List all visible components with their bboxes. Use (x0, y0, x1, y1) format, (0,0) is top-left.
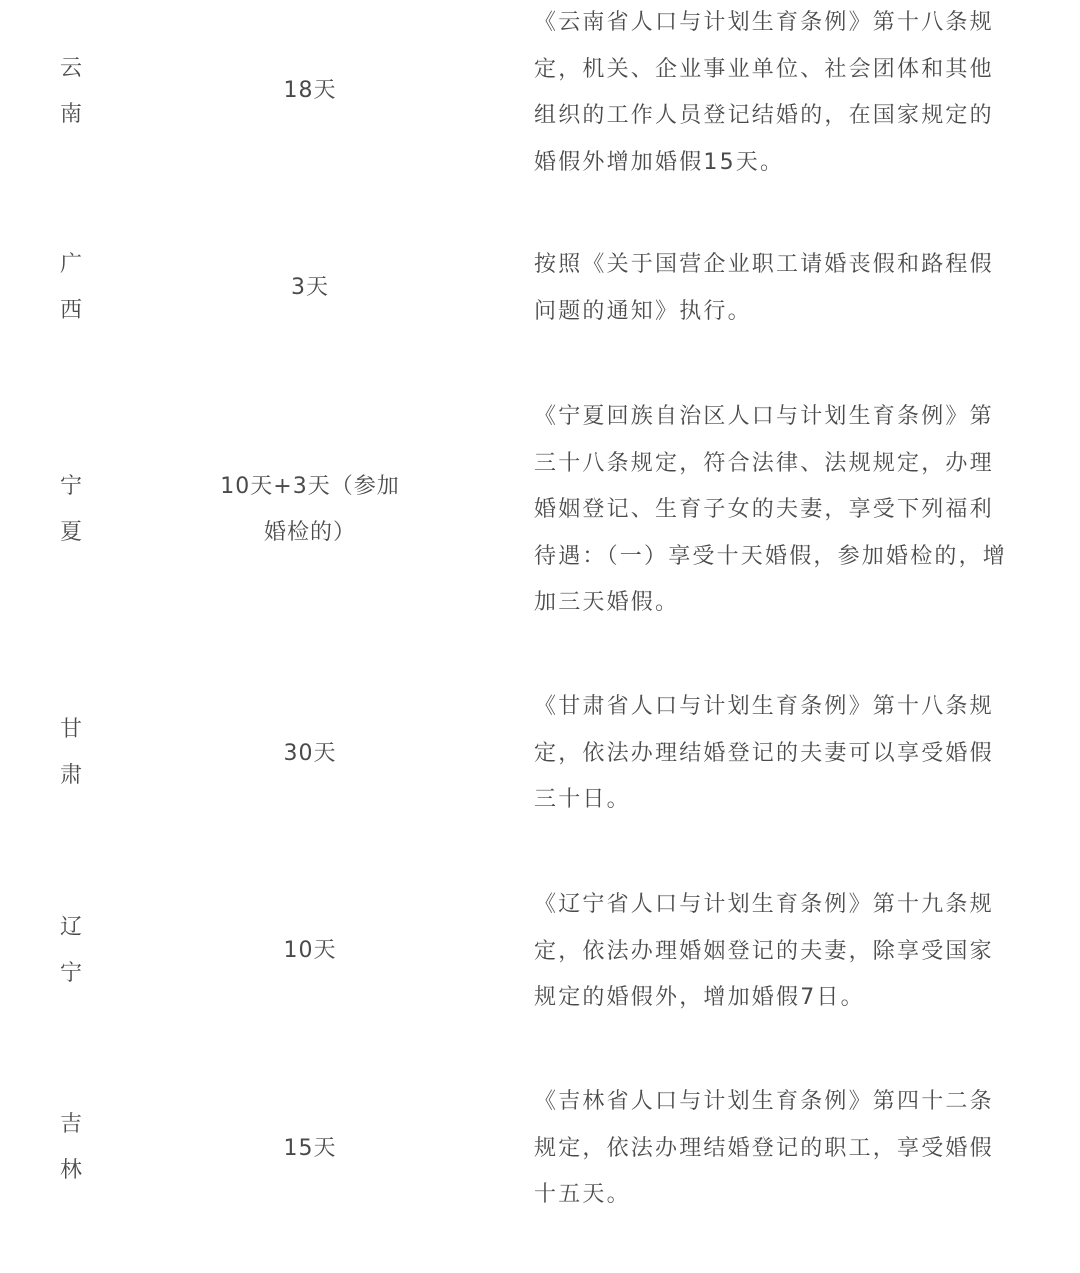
region-char: 西 (60, 298, 83, 323)
region-char: 宁 (60, 961, 83, 986)
leave-days: 10天+3天（参加婚检的） (220, 474, 400, 545)
region-name (60, 905, 90, 997)
region-char: 林 (60, 1158, 83, 1183)
region-char: 夏 (60, 520, 83, 545)
region-char: 吉 (60, 1112, 83, 1137)
region-name (60, 1102, 90, 1194)
region-char: 甘 (60, 717, 83, 742)
regulation-text: 按照《关于国营企业职工请婚丧假和路程假问题的通知》执行。 (534, 252, 994, 324)
region-name (60, 464, 90, 556)
regulation-text: 《宁夏回族自治区人口与计划生育条例》第三十八条规定，符合法律、法规规定，办理婚姻登记、生育子女的夫妻，享受下列福利待遇：（一）享受十天婚假，参加婚检的，增加三天婚假。 (534, 404, 1008, 615)
region-char: 辽 (60, 915, 83, 940)
region-char: 云 (60, 56, 83, 81)
region-char: 南 (60, 102, 83, 127)
leave-days: 15天 (283, 1136, 337, 1161)
region-char: 广 (60, 252, 83, 277)
region-name (60, 46, 90, 138)
leave-days: 30天 (283, 741, 337, 766)
region-char: 宁 (60, 474, 83, 499)
leave-days: 18天 (283, 78, 337, 103)
region-name (60, 707, 90, 799)
leave-days: 3天 (291, 275, 329, 300)
regulation-text: 《辽宁省人口与计划生育条例》第十九条规定，依法办理婚姻登记的夫妻，除享受国家规定的婚假外，增加婚假7日。 (534, 892, 994, 1010)
leave-days: 10天 (283, 938, 337, 963)
region-char: 肃 (60, 763, 83, 788)
regulation-text: 《甘肃省人口与计划生育条例》第十八条规定，依法办理结婚登记的夫妻可以享受婚假三十日。 (534, 694, 994, 812)
regulation-text: 《云南省人口与计划生育条例》第十八条规定，机关、企业事业单位、社会团体和其他组织的工作人员登记结婚的，在国家规定的婚假外增加婚假15天。 (534, 10, 994, 175)
regulation-text: 《吉林省人口与计划生育条例》第四十二条规定，依法办理结婚登记的职工，享受婚假十五天。 (534, 1089, 994, 1207)
region-name (60, 242, 90, 334)
